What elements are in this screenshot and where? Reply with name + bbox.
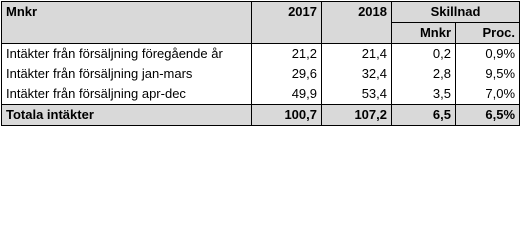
row-value-2017: 29,6 xyxy=(252,64,322,84)
row-value-2018: 21,4 xyxy=(322,44,392,65)
header-mnkr: Mnkr xyxy=(2,2,252,23)
header-empty-label xyxy=(2,23,252,44)
row-value-2018: 53,4 xyxy=(322,84,392,105)
header-row-1 xyxy=(2,2,520,23)
row-diff-mnkr: 3,5 xyxy=(392,84,456,105)
header-year-2017: 2017 xyxy=(252,2,322,23)
row-value-2017: 49,9 xyxy=(252,84,322,105)
row-diff-proc: 9,5% xyxy=(456,64,520,84)
header-empty-2017 xyxy=(252,23,322,44)
total-value-2018: 107,2 xyxy=(322,105,392,126)
revenue-table xyxy=(1,1,520,126)
row-diff-proc: 0,9% xyxy=(456,44,520,65)
header-year-2018: 2018 xyxy=(322,2,392,23)
table-row xyxy=(2,64,520,84)
header-sub-mnkr: Mnkr xyxy=(392,23,456,44)
header-empty-2018 xyxy=(322,23,392,44)
total-row xyxy=(2,105,520,126)
total-value-2017: 100,7 xyxy=(252,105,322,126)
row-value-2017: 21,2 xyxy=(252,44,322,65)
revenue-table-container xyxy=(1,1,520,126)
table-row xyxy=(2,84,520,105)
row-diff-mnkr: 2,8 xyxy=(392,64,456,84)
total-diff-proc: 6,5% xyxy=(456,105,520,126)
row-diff-proc: 7,0% xyxy=(456,84,520,105)
row-label: Intäkter från försäljning föregående år xyxy=(2,44,252,65)
total-label: Totala intäkter xyxy=(2,105,252,126)
header-row-2 xyxy=(2,23,520,44)
header-sub-proc: Proc. xyxy=(456,23,520,44)
total-diff-mnkr: 6,5 xyxy=(392,105,456,126)
row-diff-mnkr: 0,2 xyxy=(392,44,456,65)
row-label: Intäkter från försäljning apr-dec xyxy=(2,84,252,105)
row-label: Intäkter från försäljning jan-mars xyxy=(2,64,252,84)
header-skillnad: Skillnad xyxy=(392,2,520,23)
row-value-2018: 32,4 xyxy=(322,64,392,84)
table-row xyxy=(2,44,520,65)
